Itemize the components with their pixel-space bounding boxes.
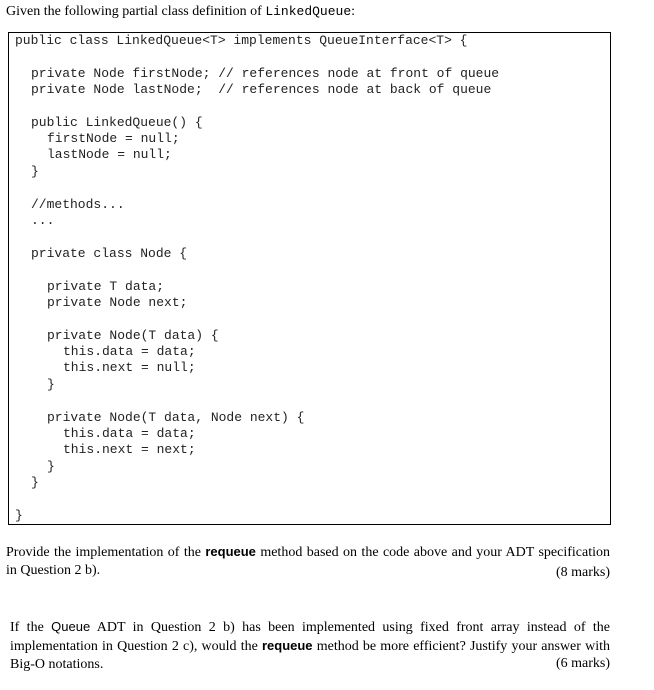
keyword-requeue: requeue — [205, 544, 256, 559]
code-line: this.data = data; — [63, 344, 196, 359]
keyword-requeue: requeue — [261, 638, 313, 653]
code-line: private T data; — [47, 279, 165, 294]
question-requeue-efficiency — [10, 618, 610, 678]
code-line: } — [47, 459, 55, 474]
code-line: lastNode = null; — [47, 147, 172, 162]
intro-label: Given the following partial class definition of — [6, 4, 266, 19]
adt-name: Queue — [51, 619, 91, 634]
code-line: this.next = null; — [63, 360, 196, 375]
code-line: this.data = data; — [63, 426, 196, 441]
code-line: firstNode = null; — [47, 131, 180, 146]
code-block — [8, 32, 611, 525]
intro-class-name: LinkedQueue — [265, 4, 352, 19]
marks-label: (8 marks) — [555, 565, 610, 580]
code-line: } — [47, 377, 55, 392]
code-line: private Node firstNode; // references node at front of queue — [31, 66, 500, 81]
code-line: private Node next; — [47, 295, 188, 310]
code-line: } — [31, 475, 39, 490]
code-line: private Node(T data) { — [47, 328, 219, 343]
code-line: } — [31, 164, 39, 179]
code-line: ... — [31, 213, 55, 228]
question-requeue-implementation — [6, 543, 610, 585]
code-line: public LinkedQueue() { — [31, 115, 203, 130]
intro-suffix: : — [351, 4, 356, 19]
code-line: //methods... — [31, 197, 125, 212]
code-line: } — [15, 508, 23, 523]
code-line: public class LinkedQueue<T> implements QueueInterface<T> { — [15, 33, 468, 48]
code-line: this.next = next; — [63, 442, 196, 457]
question-text: If the Queue ADT in Question 2 b) has been implemented using fixed front array instead of the implementation in Question 2 c), would the requeue method be more efficient? Justify your answer with Big-O notations. — [10, 619, 610, 672]
code-line: private class Node { — [31, 246, 188, 261]
code-line: private Node lastNode; // references node at back of queue — [31, 82, 492, 97]
intro-text — [6, 4, 355, 20]
question-text: Provide the implementation of the requeue method based on the code above and your ADT specification in Question 2 b). — [6, 544, 610, 578]
marks-label: (6 marks) — [555, 656, 610, 671]
code-line: private Node(T data, Node next) { — [47, 410, 305, 425]
